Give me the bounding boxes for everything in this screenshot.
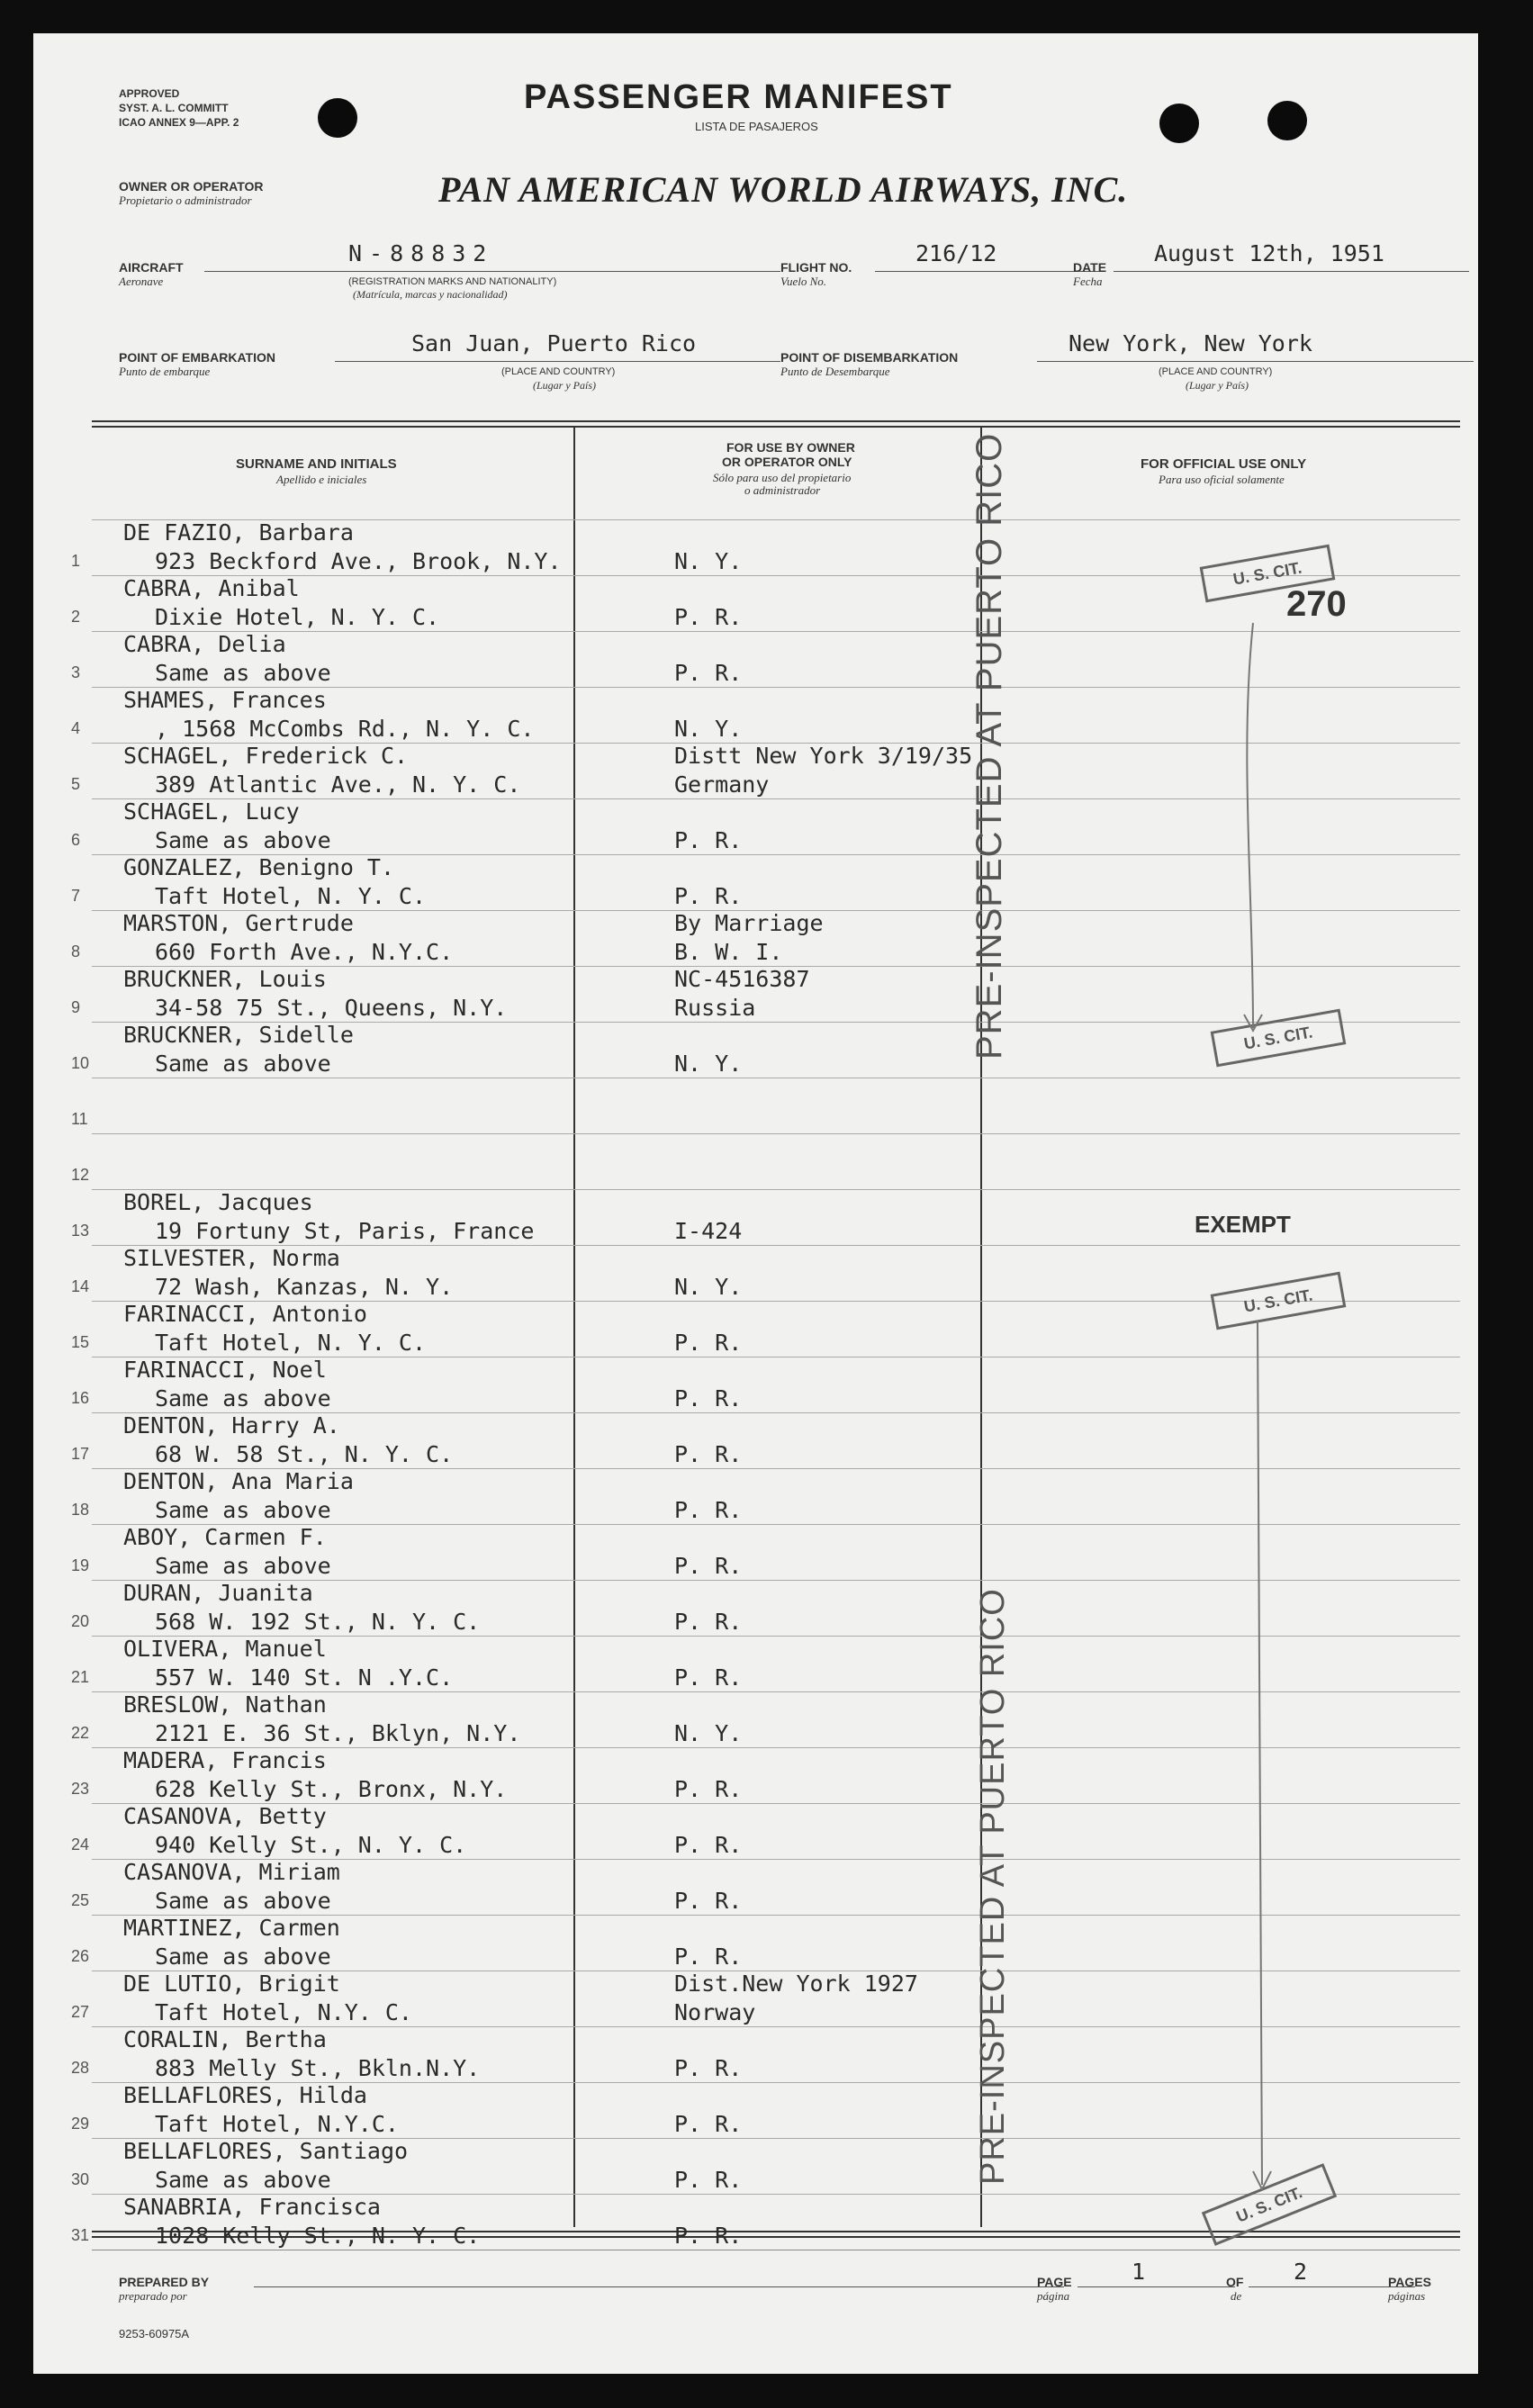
row-number: 7 <box>71 887 81 905</box>
passenger-name: OLIVERA, Manuel <box>123 1636 327 1662</box>
row-number: 4 <box>71 719 81 737</box>
operator-note: NC-4516387 <box>674 966 810 992</box>
us-cit-stamp: U. S. CIT. <box>1202 2163 1337 2246</box>
passenger-name: SANABRIA, Francisca <box>123 2194 381 2220</box>
passenger-address: 1028 Kelly St., N. Y. C. <box>155 2223 481 2249</box>
flight-label: FLIGHT NO. <box>780 260 852 275</box>
passenger-name: DURAN, Juanita <box>123 1580 313 1606</box>
prepared-label: PREPARED BY <box>119 2275 210 2289</box>
passenger-name: BRUCKNER, Louis <box>123 966 327 992</box>
operator-note: Distt New York 3/19/35 <box>674 743 973 769</box>
operator-entry: P. R. <box>674 2167 743 2193</box>
passenger-name: FARINACCI, Noel <box>123 1357 327 1383</box>
operator-entry: P. R. <box>674 1888 743 1914</box>
passenger-address: Taft Hotel, N. Y. C. <box>155 883 427 909</box>
embark-label: POINT OF EMBARKATION <box>119 350 275 365</box>
row-number: 20 <box>71 1612 90 1630</box>
operator-entry: P. R. <box>674 660 743 686</box>
date-label: DATE <box>1073 260 1107 275</box>
operator-entry: P. R. <box>674 1441 743 1467</box>
passenger-name: BELLAFLORES, Santiago <box>123 2138 409 2164</box>
registration-caption-es: (Matrícula, marcas y nacionalidad) <box>353 288 508 301</box>
col2-header-es-a: Sólo para uso del propietario <box>713 471 852 484</box>
row-number: 2 <box>71 608 81 626</box>
operator-entry: I-424 <box>674 1218 743 1244</box>
preinspected-stamp-lower: PRE-INSPECTED AT PUERTO RICO <box>974 1588 1012 2185</box>
aircraft-label-es: Aeronave <box>119 275 164 288</box>
passenger-address: Same as above <box>155 1944 331 1970</box>
operator-entry: N. Y. <box>674 716 743 742</box>
operator-entry: N. Y. <box>674 1051 743 1077</box>
row-number: 12 <box>71 1166 90 1184</box>
passenger-address: 557 W. 140 St. N .Y.C. <box>155 1664 454 1691</box>
row-number: 15 <box>71 1333 90 1351</box>
passenger-address: Same as above <box>155 2167 331 2193</box>
page-subtitle: LISTA DE PASAJEROS <box>695 120 818 133</box>
row-number: 19 <box>71 1556 90 1574</box>
col3-header-es: Para uso oficial solamente <box>1159 473 1285 486</box>
registration-caption: (REGISTRATION MARKS AND NATIONALITY) <box>348 276 557 287</box>
count-annotation: 270 <box>1286 584 1347 624</box>
col1-header: SURNAME AND INITIALS <box>236 456 397 472</box>
form-number: 9253-60975A <box>119 2327 190 2340</box>
row-number: 24 <box>71 1835 90 1853</box>
passenger-address: 660 Forth Ave., N.Y.C. <box>155 939 454 965</box>
passenger-name: DENTON, Ana Maria <box>123 1468 354 1494</box>
passenger-address: 68 W. 58 St., N. Y. C. <box>155 1441 454 1467</box>
disembark-label: POINT OF DISEMBARKATION <box>780 350 959 365</box>
passenger-address: Taft Hotel, N.Y.C. <box>155 2111 399 2137</box>
row-number: 21 <box>71 1668 90 1686</box>
row-number: 18 <box>71 1501 90 1519</box>
exempt-stamp: EXEMPT <box>1195 1211 1291 1238</box>
operator-entry: P. R. <box>674 604 743 630</box>
passenger-address: 389 Atlantic Ave., N. Y. C. <box>155 771 521 798</box>
passenger-address: Same as above <box>155 660 331 686</box>
passenger-address: 628 Kelly St., Bronx, N.Y. <box>155 1776 508 1802</box>
passenger-name: BOREL, Jacques <box>123 1189 313 1215</box>
passenger-name: BRUCKNER, Sidelle <box>123 1022 354 1048</box>
flight-value: 216/12 <box>915 240 997 266</box>
passenger-address: Same as above <box>155 1553 331 1579</box>
passenger-name: SCHAGEL, Frederick C. <box>123 743 409 769</box>
row-number: 23 <box>71 1780 90 1798</box>
operator-entry: P. R. <box>674 1776 743 1802</box>
passenger-name: DE LUTIO, Brigit <box>123 1971 340 1997</box>
passenger-name: CASANOVA, Miriam <box>123 1859 340 1885</box>
col1-header-es: Apellido e iniciales <box>276 473 367 486</box>
passenger-address: 923 Beckford Ave., Brook, N.Y. <box>155 548 562 574</box>
operator-entry: N. Y. <box>674 1274 743 1300</box>
owner-label-es: Propietario o administrador <box>119 194 252 207</box>
passenger-name: SCHAGEL, Lucy <box>123 798 300 825</box>
approved-line-2: SYST. A. L. COMMITT <box>119 102 229 114</box>
row-number: 31 <box>71 2226 90 2244</box>
passenger-name: DE FAZIO, Barbara <box>123 519 354 546</box>
operator-entry: B. W. I. <box>674 939 783 965</box>
total-pages: 2 <box>1294 2259 1308 2285</box>
disembark-label-es: Punto de Desembarque <box>780 365 890 378</box>
row-divider <box>92 1133 1460 1134</box>
operator-entry: Norway <box>674 1999 756 2025</box>
passenger-address: Same as above <box>155 1051 331 1077</box>
passenger-name: SILVESTER, Norma <box>123 1245 340 1271</box>
passenger-name: FARINACCI, Antonio <box>123 1301 367 1327</box>
operator-entry: P. R. <box>674 2111 743 2137</box>
disembark-place-caption-es: (Lugar y País) <box>1186 379 1249 392</box>
date-value: August 12th, 1951 <box>1154 240 1384 266</box>
passenger-name: CASANOVA, Betty <box>123 1803 327 1829</box>
embark-place-caption-es: (Lugar y País) <box>533 379 596 392</box>
punch-hole <box>318 98 357 138</box>
page-label-es: página <box>1037 2289 1070 2303</box>
row-number: 29 <box>71 2115 90 2133</box>
disembark-value: New York, New York <box>1069 330 1312 356</box>
operator-entry: P. R. <box>674 1832 743 1858</box>
passenger-name: BELLAFLORES, Hilda <box>123 2082 367 2108</box>
operator-entry: P. R. <box>674 1664 743 1691</box>
row-number: 28 <box>71 2059 90 2077</box>
aircraft-label: AIRCRAFT <box>119 260 184 275</box>
operator-entry: P. R. <box>674 827 743 853</box>
operator-entry: P. R. <box>674 1330 743 1356</box>
row-number: 9 <box>71 998 81 1016</box>
passenger-name: MARSTON, Gertrude <box>123 910 354 936</box>
owner-value: PAN AMERICAN WORLD AIRWAYS, INC. <box>438 169 1129 210</box>
operator-entry: P. R. <box>674 1553 743 1579</box>
row-number: 10 <box>71 1054 90 1072</box>
operator-entry: Germany <box>674 771 770 798</box>
approved-line-1: APPROVED <box>119 87 180 100</box>
passenger-name: GONZALEZ, Benigno T. <box>123 854 395 880</box>
row-number: 13 <box>71 1222 90 1240</box>
passenger-name: SHAMES, Frances <box>123 687 327 713</box>
passenger-address: , 1568 McCombs Rd., N. Y. C. <box>155 716 535 742</box>
operator-note: By Marriage <box>674 910 824 936</box>
pages-label-es: páginas <box>1388 2289 1426 2303</box>
of-label-es: de <box>1231 2289 1242 2303</box>
us-cit-stamp: U. S. CIT. <box>1200 545 1336 603</box>
embark-label-es: Punto de embarque <box>119 365 211 378</box>
passenger-name: CORALIN, Bertha <box>123 2026 327 2052</box>
passenger-name: CABRA, Delia <box>123 631 286 657</box>
operator-entry: P. R. <box>674 1385 743 1411</box>
page-label: PAGE <box>1037 2275 1072 2289</box>
row-number: 22 <box>71 1724 90 1742</box>
passenger-address: 883 Melly St., Bkln.N.Y. <box>155 2055 481 2081</box>
row-number: 25 <box>71 1891 90 1909</box>
operator-entry: P. R. <box>674 883 743 909</box>
row-divider <box>92 631 1460 632</box>
passenger-address: 19 Fortuny St, Paris, France <box>155 1218 535 1244</box>
passenger-address: Same as above <box>155 827 331 853</box>
operator-entry: P. R. <box>674 1609 743 1635</box>
col2-header-b: OR OPERATOR ONLY <box>722 455 852 469</box>
disembark-place-caption: (PLACE AND COUNTRY) <box>1159 366 1273 377</box>
col3-header: FOR OFFICIAL USE ONLY <box>1141 456 1307 472</box>
passenger-address: 940 Kelly St., N. Y. C. <box>155 1832 467 1858</box>
passenger-address: Taft Hotel, N.Y. C. <box>155 1999 412 2025</box>
passenger-name: MADERA, Francis <box>123 1747 327 1773</box>
col2-header-a: FOR USE BY OWNER <box>726 440 855 455</box>
of-label: OF <box>1226 2275 1244 2289</box>
approved-line-3: ICAO ANNEX 9—APP. 2 <box>119 116 239 129</box>
operator-entry: Russia <box>674 995 756 1021</box>
row-number: 14 <box>71 1277 90 1295</box>
page-title: PASSENGER MANIFEST <box>524 78 953 116</box>
passenger-name: DENTON, Harry A. <box>123 1412 340 1438</box>
passenger-address: 568 W. 192 St., N. Y. C. <box>155 1609 481 1635</box>
embark-value: San Juan, Puerto Rico <box>411 330 697 356</box>
passenger-address: 72 Wash, Kanzas, N. Y. <box>155 1274 454 1300</box>
owner-label: OWNER OR OPERATOR <box>119 179 264 194</box>
pages-label: PAGES <box>1388 2275 1431 2289</box>
passenger-name: ABOY, Carmen F. <box>123 1524 327 1550</box>
manifest-page <box>33 33 1478 2374</box>
row-number: 30 <box>71 2170 90 2188</box>
row-number: 11 <box>71 1110 88 1128</box>
col2-header-es-b: o administrador <box>744 483 821 497</box>
operator-note: Dist.New York 1927 <box>674 1971 918 1997</box>
passenger-address: 2121 E. 36 St., Bklyn, N.Y. <box>155 1720 521 1746</box>
punch-hole <box>1267 101 1307 140</box>
passenger-address: Dixie Hotel, N. Y. C. <box>155 604 440 630</box>
row-number: 1 <box>71 552 81 570</box>
passenger-address: Same as above <box>155 1385 331 1411</box>
aircraft-value: N-88832 <box>348 240 494 266</box>
row-number: 8 <box>71 942 81 960</box>
row-number: 5 <box>71 775 81 793</box>
us-cit-stamp: U. S. CIT. <box>1211 1009 1347 1068</box>
passenger-name: BRESLOW, Nathan <box>123 1691 327 1718</box>
row-number: 17 <box>71 1445 90 1463</box>
passenger-name: CABRA, Anibal <box>123 575 300 601</box>
operator-entry: N. Y. <box>674 548 743 574</box>
punch-hole <box>1159 104 1199 143</box>
prepared-label-es: preparado por <box>119 2289 187 2303</box>
passenger-name: MARTINEZ, Carmen <box>123 1915 340 1941</box>
preinspected-stamp-upper: PRE-INSPECTED AT PUERTO RICO <box>969 432 1009 1060</box>
operator-entry: P. R. <box>674 1944 743 1970</box>
passenger-address: Same as above <box>155 1497 331 1523</box>
row-number: 26 <box>71 1947 90 1965</box>
passenger-address: 34-58 75 St., Queens, N.Y. <box>155 995 508 1021</box>
date-label-es: Fecha <box>1073 275 1103 288</box>
row-number: 27 <box>71 2003 90 2021</box>
page-number: 1 <box>1132 2259 1146 2285</box>
row-number: 6 <box>71 831 81 849</box>
operator-entry: N. Y. <box>674 1720 743 1746</box>
passenger-address: Taft Hotel, N. Y. C. <box>155 1330 427 1356</box>
operator-entry: P. R. <box>674 2055 743 2081</box>
embark-place-caption: (PLACE AND COUNTRY) <box>501 366 616 377</box>
flight-label-es: Vuelo No. <box>780 275 827 288</box>
operator-entry: P. R. <box>674 2223 743 2249</box>
us-cit-stamp: U. S. CIT. <box>1211 1272 1347 1330</box>
row-number: 16 <box>71 1389 90 1407</box>
passenger-address: Same as above <box>155 1888 331 1914</box>
row-number: 3 <box>71 663 81 681</box>
operator-entry: P. R. <box>674 1497 743 1523</box>
